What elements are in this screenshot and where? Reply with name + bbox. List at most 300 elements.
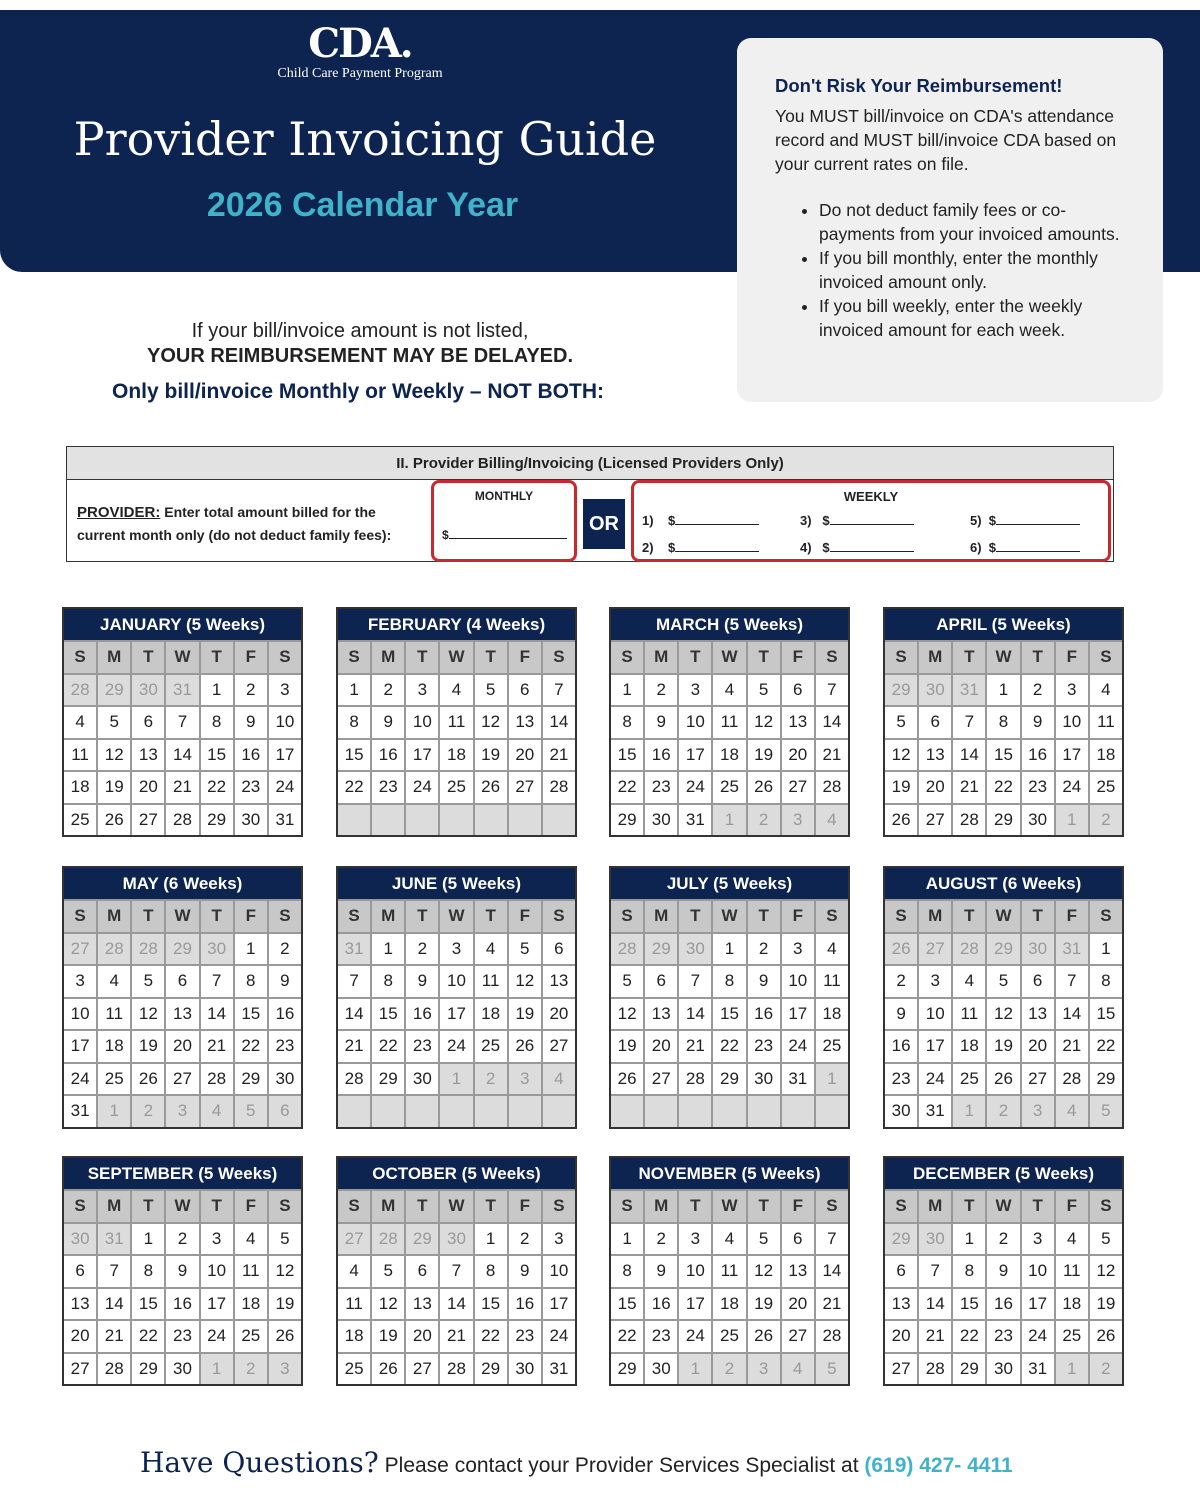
other-month-day: 28 (372, 1224, 404, 1255)
day-cell: 26 (885, 805, 917, 836)
month-title: NOVEMBER (5 Weeks) (611, 1158, 848, 1189)
other-month-day: 1 (679, 1354, 711, 1385)
cda-logo (265, 22, 455, 82)
day-cell: 29 (611, 805, 643, 836)
day-cell: 10 (269, 707, 301, 738)
day-cell: 6 (166, 966, 198, 997)
day-cell: 15 (372, 999, 404, 1030)
other-month-day: 2 (1090, 805, 1122, 836)
day-cell: 25 (475, 1031, 507, 1062)
other-month-day: 28 (98, 934, 130, 965)
week-1-field[interactable] (642, 513, 759, 528)
week-6-field[interactable] (970, 540, 1080, 555)
day-cell: 2 (406, 934, 438, 965)
day-cell: 27 (645, 1064, 677, 1095)
day-cell: 2 (885, 966, 917, 997)
day-cell: 4 (713, 675, 745, 706)
weekday-header: F (509, 1191, 541, 1222)
day-cell: 25 (440, 772, 472, 803)
logo-subtitle: Child Care Payment Program (277, 66, 443, 81)
day-cell: 2 (987, 1224, 1019, 1255)
week-5-field[interactable] (970, 513, 1080, 528)
month-title: OCTOBER (5 Weeks) (338, 1158, 575, 1189)
day-cell: 17 (269, 740, 301, 771)
day-cell: 13 (166, 999, 198, 1030)
day-cell: 23 (645, 1321, 677, 1352)
day-cell: 21 (201, 1031, 233, 1062)
or-badge: OR (583, 499, 625, 549)
day-cell: 5 (611, 966, 643, 997)
weekday-header: M (98, 901, 130, 932)
day-cell: 13 (885, 1289, 917, 1320)
day-cell: 11 (713, 707, 745, 738)
day-cell: 26 (132, 1064, 164, 1095)
day-cell: 18 (713, 1289, 745, 1320)
dollar-sign: $ (442, 528, 449, 542)
notice-bullet: • Do not deduct family fees or co-payments from your invoiced amounts. (819, 198, 1133, 246)
day-cell: 27 (1022, 1064, 1054, 1095)
weekday-header: T (406, 642, 438, 673)
day-cell: 17 (406, 740, 438, 771)
other-month-day: 1 (201, 1354, 233, 1385)
day-cell: 22 (953, 1321, 985, 1352)
weekday-header: T (406, 901, 438, 932)
day-cell: 9 (166, 1256, 198, 1287)
weekday-header: W (987, 1191, 1019, 1222)
weekday-header: W (440, 642, 472, 673)
day-cell: 16 (885, 1031, 917, 1062)
weekday-header: S (64, 642, 96, 673)
day-cell: 31 (269, 805, 301, 836)
footer-text: Please contact your Provider Services Specialist at (384, 1454, 865, 1477)
day-cell: 3 (679, 1224, 711, 1255)
other-month-day: 4 (1056, 1096, 1088, 1127)
other-month-day: 29 (98, 675, 130, 706)
day-cell: 29 (201, 805, 233, 836)
other-month-day: 3 (748, 1354, 780, 1385)
weekday-header: T (748, 901, 780, 932)
day-cell: 21 (816, 1289, 848, 1320)
day-cell: 15 (611, 1289, 643, 1320)
warning-line-2: YOUR REIMBURSEMENT MAY BE DELAYED. (147, 345, 573, 367)
day-cell: 23 (748, 1031, 780, 1062)
day-cell: 11 (713, 1256, 745, 1287)
day-cell: 6 (919, 707, 951, 738)
day-cell: 8 (475, 1256, 507, 1287)
day-cell: 24 (679, 1321, 711, 1352)
weekday-header: M (372, 642, 404, 673)
weekday-header: M (919, 1191, 951, 1222)
weekday-header: T (748, 642, 780, 673)
day-cell: 17 (1022, 1289, 1054, 1320)
day-cell: 12 (98, 740, 130, 771)
weekday-header: F (1056, 642, 1088, 673)
weekday-header: S (611, 1191, 643, 1222)
day-cell: 7 (953, 707, 985, 738)
weekday-header: T (1022, 901, 1054, 932)
day-cell: 29 (1090, 1064, 1122, 1095)
day-cell: 4 (713, 1224, 745, 1255)
day-cell: 25 (1090, 772, 1122, 803)
weekday-header: S (338, 1191, 370, 1222)
other-month-day: 27 (919, 934, 951, 965)
dollar-sign: $ (988, 540, 997, 555)
month-grid (885, 899, 1122, 1127)
day-cell: 12 (611, 999, 643, 1030)
day-cell: 10 (679, 707, 711, 738)
other-month-day: 26 (885, 934, 917, 965)
day-cell: 14 (166, 740, 198, 771)
weekday-header: W (440, 1191, 472, 1222)
other-month-day: 29 (885, 1224, 917, 1255)
day-cell: 8 (201, 707, 233, 738)
weekday-header: W (440, 901, 472, 932)
week-num: 2) (642, 540, 654, 555)
day-cell: 8 (713, 966, 745, 997)
day-cell: 23 (509, 1321, 541, 1352)
day-cell: 2 (645, 1224, 677, 1255)
empty-cell (406, 1096, 438, 1127)
month-calendar (883, 866, 1124, 1129)
day-cell: 24 (406, 772, 438, 803)
day-cell: 6 (543, 934, 575, 965)
day-cell: 28 (919, 1354, 951, 1385)
weekday-header: S (885, 901, 917, 932)
other-month-day: 29 (406, 1224, 438, 1255)
other-month-day: 3 (782, 805, 814, 836)
day-cell: 10 (679, 1256, 711, 1287)
day-cell: 22 (372, 1031, 404, 1062)
day-cell: 28 (338, 1064, 370, 1095)
day-cell: 1 (475, 1224, 507, 1255)
day-cell: 28 (679, 1064, 711, 1095)
other-month-day: 31 (338, 934, 370, 965)
day-cell: 27 (132, 805, 164, 836)
notice-title: Don't Risk Your Reimbursement! (775, 75, 1063, 96)
day-cell: 3 (406, 675, 438, 706)
day-cell: 12 (132, 999, 164, 1030)
other-month-day: 30 (64, 1224, 96, 1255)
day-cell: 30 (645, 805, 677, 836)
weekday-header: S (611, 642, 643, 673)
day-cell: 5 (1090, 1224, 1122, 1255)
weekday-header: F (509, 642, 541, 673)
monthly-amount-field[interactable] (442, 527, 567, 542)
day-cell: 26 (1090, 1321, 1122, 1352)
day-cell: 31 (1022, 1354, 1054, 1385)
day-cell: 20 (132, 772, 164, 803)
empty-cell (543, 1096, 575, 1127)
day-cell: 30 (645, 1354, 677, 1385)
month-calendar (609, 1156, 850, 1386)
day-cell: 27 (885, 1354, 917, 1385)
weekday-header: S (338, 642, 370, 673)
day-cell: 24 (64, 1064, 96, 1095)
day-cell: 2 (509, 1224, 541, 1255)
day-cell: 12 (987, 999, 1019, 1030)
day-cell: 23 (166, 1321, 198, 1352)
weekday-header: W (713, 901, 745, 932)
day-cell: 24 (201, 1321, 233, 1352)
day-cell: 1 (611, 1224, 643, 1255)
day-cell: 16 (406, 999, 438, 1030)
day-cell: 15 (338, 740, 370, 771)
day-cell: 18 (713, 740, 745, 771)
weekday-header: F (1056, 901, 1088, 932)
month-calendar (609, 607, 850, 837)
day-cell: 27 (782, 772, 814, 803)
other-month-day: 2 (987, 1096, 1019, 1127)
empty-cell (338, 1096, 370, 1127)
day-cell: 24 (679, 772, 711, 803)
day-cell: 11 (235, 1256, 267, 1287)
day-cell: 22 (611, 772, 643, 803)
weekday-header: F (235, 901, 267, 932)
day-cell: 8 (372, 966, 404, 997)
other-month-day: 3 (1022, 1096, 1054, 1127)
month-grid (338, 899, 575, 1127)
day-cell: 27 (782, 1321, 814, 1352)
day-cell: 6 (509, 675, 541, 706)
day-cell: 16 (269, 999, 301, 1030)
day-cell: 3 (919, 966, 951, 997)
day-cell: 4 (64, 707, 96, 738)
weekday-header: S (338, 901, 370, 932)
day-cell: 6 (132, 707, 164, 738)
other-month-day: 4 (201, 1096, 233, 1127)
empty-cell (475, 805, 507, 836)
weekday-header: T (1022, 642, 1054, 673)
logo-text: CDA. (308, 20, 412, 67)
day-cell: 21 (543, 740, 575, 771)
day-cell: 10 (406, 707, 438, 738)
day-cell: 29 (132, 1354, 164, 1385)
weekday-header: F (235, 1191, 267, 1222)
weekday-header: S (543, 1191, 575, 1222)
day-cell: 16 (372, 740, 404, 771)
dollar-sign: $ (822, 513, 830, 528)
blank-line (830, 540, 914, 552)
day-cell: 7 (919, 1256, 951, 1287)
page-subtitle: 2026 Calendar Year (206, 186, 519, 224)
weekday-header: T (475, 642, 507, 673)
day-cell: 16 (645, 1289, 677, 1320)
day-cell: 14 (1056, 999, 1088, 1030)
day-cell: 19 (987, 1031, 1019, 1062)
day-cell: 1 (1090, 934, 1122, 965)
day-cell: 28 (98, 1354, 130, 1385)
warning-line-3: Only bill/invoice Monthly or Weekly – NOT BOTH: (111, 380, 604, 403)
month-title: FEBRUARY (4 Weeks) (338, 609, 575, 640)
day-cell: 25 (953, 1064, 985, 1095)
day-cell: 5 (885, 707, 917, 738)
day-cell: 25 (713, 1321, 745, 1352)
day-cell: 23 (269, 1031, 301, 1062)
other-month-day: 4 (782, 1354, 814, 1385)
day-cell: 24 (543, 1321, 575, 1352)
weekday-header: T (1022, 1191, 1054, 1222)
weekday-header: W (987, 642, 1019, 673)
day-cell: 6 (782, 675, 814, 706)
other-month-day: 29 (166, 934, 198, 965)
weekday-header: T (679, 1191, 711, 1222)
day-cell: 16 (748, 999, 780, 1030)
day-cell: 8 (987, 707, 1019, 738)
empty-cell (440, 805, 472, 836)
empty-cell (509, 1096, 541, 1127)
day-cell: 13 (645, 999, 677, 1030)
notice-body: You MUST bill/invoice on CDA's attendance record and MUST bill/invoice CDA based on your current rates on file. (775, 106, 1117, 174)
month-title: DECEMBER (5 Weeks) (885, 1158, 1122, 1189)
day-cell: 31 (64, 1096, 96, 1127)
day-cell: 14 (201, 999, 233, 1030)
day-cell: 17 (679, 740, 711, 771)
day-cell: 14 (543, 707, 575, 738)
weekday-header: S (816, 901, 848, 932)
day-cell: 27 (543, 1031, 575, 1062)
day-cell: 9 (645, 1256, 677, 1287)
day-cell: 1 (201, 675, 233, 706)
weekday-header: M (919, 642, 951, 673)
weekday-header: M (98, 642, 130, 673)
day-cell: 4 (235, 1224, 267, 1255)
day-cell: 29 (713, 1064, 745, 1095)
day-cell: 23 (885, 1064, 917, 1095)
weekday-header: S (1090, 901, 1122, 932)
day-cell: 26 (98, 805, 130, 836)
weekly-label: WEEKLY (843, 489, 899, 504)
day-cell: 6 (1022, 966, 1054, 997)
day-cell: 4 (98, 966, 130, 997)
day-cell: 9 (885, 999, 917, 1030)
provider-text: Enter total amount billed for the (160, 504, 376, 520)
day-cell: 14 (98, 1289, 130, 1320)
day-cell: 29 (987, 805, 1019, 836)
day-cell: 3 (269, 675, 301, 706)
day-cell: 14 (816, 707, 848, 738)
day-cell: 14 (440, 1289, 472, 1320)
day-cell: 5 (509, 934, 541, 965)
day-cell: 28 (440, 1354, 472, 1385)
day-cell: 5 (987, 966, 1019, 997)
weekday-header: F (235, 642, 267, 673)
weekday-header: W (166, 901, 198, 932)
day-cell: 20 (919, 772, 951, 803)
other-month-day: 3 (269, 1354, 301, 1385)
day-cell: 19 (509, 999, 541, 1030)
day-cell: 14 (919, 1289, 951, 1320)
day-cell: 20 (782, 740, 814, 771)
day-cell: 18 (98, 1031, 130, 1062)
day-cell: 1 (132, 1224, 164, 1255)
day-cell: 10 (1056, 707, 1088, 738)
day-cell: 26 (748, 1321, 780, 1352)
day-cell: 31 (543, 1354, 575, 1385)
day-cell: 27 (509, 772, 541, 803)
day-cell: 16 (1022, 740, 1054, 771)
weekly-box (631, 480, 1111, 562)
day-cell: 28 (953, 805, 985, 836)
month-grid (611, 1189, 848, 1384)
empty-cell (748, 1096, 780, 1127)
empty-cell (406, 805, 438, 836)
day-cell: 12 (748, 707, 780, 738)
day-cell: 18 (1056, 1289, 1088, 1320)
day-cell: 10 (543, 1256, 575, 1287)
day-cell: 22 (987, 772, 1019, 803)
week-num: 1) (642, 513, 654, 528)
billing-section (66, 446, 1114, 562)
day-cell: 12 (885, 740, 917, 771)
weekday-header: W (713, 642, 745, 673)
day-cell: 8 (132, 1256, 164, 1287)
day-cell: 16 (509, 1289, 541, 1320)
day-cell: 20 (885, 1321, 917, 1352)
day-cell: 21 (440, 1321, 472, 1352)
other-month-day: 31 (166, 675, 198, 706)
day-cell: 14 (679, 999, 711, 1030)
phone-number[interactable]: (619) 427- 4411 (864, 1454, 1013, 1477)
weekday-header: T (953, 642, 985, 673)
day-cell: 2 (748, 934, 780, 965)
week-2-field[interactable] (642, 540, 759, 555)
day-cell: 13 (509, 707, 541, 738)
empty-cell (509, 805, 541, 836)
day-cell: 30 (1022, 805, 1054, 836)
day-cell: 31 (679, 805, 711, 836)
weekday-header: S (269, 642, 301, 673)
other-month-day: 29 (645, 934, 677, 965)
empty-cell (543, 805, 575, 836)
other-month-day: 5 (1090, 1096, 1122, 1127)
day-cell: 19 (269, 1289, 301, 1320)
notice-box (737, 38, 1163, 402)
day-cell: 2 (166, 1224, 198, 1255)
day-cell: 31 (782, 1064, 814, 1095)
day-cell: 2 (1022, 675, 1054, 706)
empty-cell (713, 1096, 745, 1127)
month-calendar (62, 1156, 303, 1386)
day-cell: 19 (1090, 1289, 1122, 1320)
day-cell: 4 (338, 1256, 370, 1287)
day-cell: 10 (201, 1256, 233, 1287)
day-cell: 26 (509, 1031, 541, 1062)
day-cell: 6 (782, 1224, 814, 1255)
week-4-field[interactable] (800, 540, 914, 555)
week-3-field[interactable] (800, 513, 914, 528)
day-cell: 7 (338, 966, 370, 997)
day-cell: 21 (1056, 1031, 1088, 1062)
day-cell: 19 (748, 740, 780, 771)
month-grid (64, 1189, 301, 1384)
day-cell: 7 (543, 675, 575, 706)
day-cell: 7 (816, 675, 848, 706)
weekday-header: S (543, 642, 575, 673)
weekday-header: S (816, 642, 848, 673)
other-month-day: 2 (235, 1354, 267, 1385)
day-cell: 16 (987, 1289, 1019, 1320)
day-cell: 9 (372, 707, 404, 738)
day-cell: 30 (235, 805, 267, 836)
day-cell: 30 (406, 1064, 438, 1095)
day-cell: 23 (1022, 772, 1054, 803)
day-cell: 15 (235, 999, 267, 1030)
other-month-day: 5 (816, 1354, 848, 1385)
notice-bullet: • If you bill weekly, enter the weekly invoiced amount for each week. (819, 294, 1133, 342)
dollar-sign: $ (668, 540, 676, 555)
day-cell: 24 (1056, 772, 1088, 803)
day-cell: 6 (645, 966, 677, 997)
